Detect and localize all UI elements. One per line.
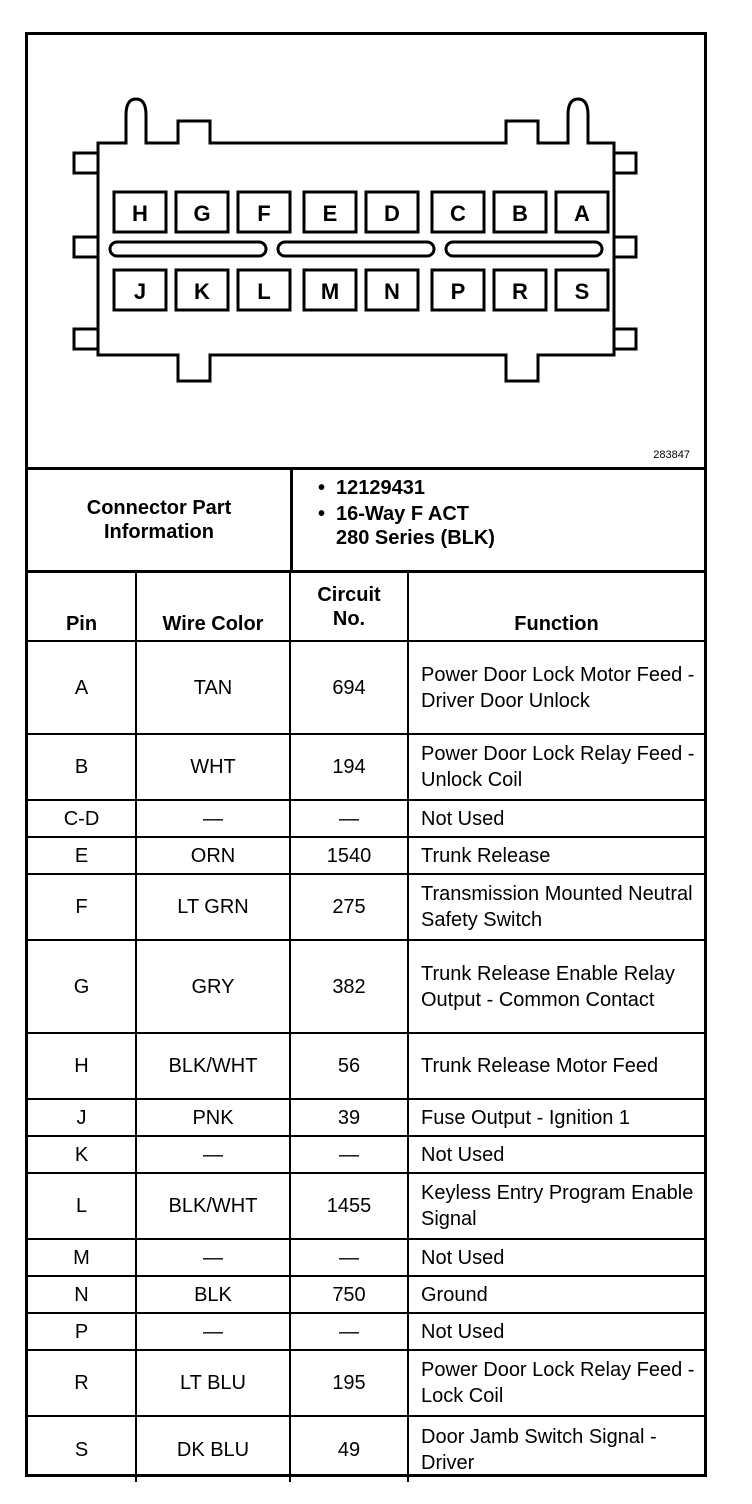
pin-label-p: P bbox=[450, 279, 466, 304]
wire-color-cell: BLK bbox=[136, 1276, 290, 1313]
circuit-cell: 49 bbox=[290, 1416, 408, 1482]
pin-label-r: R bbox=[512, 279, 528, 304]
table-row bbox=[28, 1033, 704, 1099]
connector-info-item bbox=[294, 502, 698, 550]
circuit-cell: — bbox=[290, 1239, 408, 1276]
header-wire-color: Wire Color bbox=[136, 573, 290, 641]
circuit-cell: 195 bbox=[290, 1350, 408, 1416]
function-cell: Ground bbox=[408, 1276, 704, 1313]
table-header-row bbox=[28, 573, 704, 641]
function-cell: Trunk Release Enable Relay Output - Common Contact bbox=[408, 940, 704, 1033]
connector-document bbox=[25, 32, 707, 1477]
function-cell: Keyless Entry Program Enable Signal bbox=[408, 1173, 704, 1239]
connector-info-item bbox=[294, 476, 698, 500]
pinout-table bbox=[28, 573, 704, 1482]
pin-label-m: M bbox=[320, 279, 340, 304]
circuit-cell: 750 bbox=[290, 1276, 408, 1313]
circuit-cell: — bbox=[290, 1136, 408, 1173]
pin-cell: F bbox=[28, 874, 136, 940]
wire-color-cell: LT BLU bbox=[136, 1350, 290, 1416]
pin-label-k: K bbox=[194, 279, 210, 304]
function-cell: Not Used bbox=[408, 1239, 704, 1276]
circuit-cell: 694 bbox=[290, 641, 408, 734]
pin-label-g: G bbox=[193, 201, 211, 226]
wire-color-cell: PNK bbox=[136, 1099, 290, 1136]
wire-color-cell: — bbox=[136, 1239, 290, 1276]
pin-label-h: H bbox=[132, 201, 148, 226]
function-cell: Transmission Mounted Neutral Safety Switch bbox=[408, 874, 704, 940]
table-row bbox=[28, 837, 704, 874]
function-cell: Not Used bbox=[408, 1136, 704, 1173]
wire-color-cell: TAN bbox=[136, 641, 290, 734]
circuit-cell: 1540 bbox=[290, 837, 408, 874]
table-row bbox=[28, 1416, 704, 1482]
pin-cell: B bbox=[28, 734, 136, 800]
circuit-cell: — bbox=[290, 800, 408, 837]
connector-part-information bbox=[28, 470, 704, 573]
table-row bbox=[28, 1350, 704, 1416]
connector-info-label: Connector Part Information bbox=[28, 470, 293, 570]
circuit-cell: 56 bbox=[290, 1033, 408, 1099]
wire-color-cell: — bbox=[136, 1313, 290, 1350]
circuit-cell: — bbox=[290, 1313, 408, 1350]
connector-series: 280 Series (BLK) bbox=[336, 527, 495, 549]
table-row bbox=[28, 1136, 704, 1173]
connector-type: • 16-Way F ACT bbox=[336, 503, 469, 525]
table-row bbox=[28, 1099, 704, 1136]
pin-label-e: E bbox=[322, 201, 338, 226]
pin-cell: M bbox=[28, 1239, 136, 1276]
header-pin: Pin bbox=[28, 573, 136, 641]
wire-color-cell: BLK/WHT bbox=[136, 1173, 290, 1239]
header-circuit-no: Circuit No. bbox=[290, 573, 408, 641]
table-row bbox=[28, 734, 704, 800]
header-function: Function bbox=[408, 573, 704, 641]
connector-face-drawing bbox=[28, 35, 704, 467]
pin-label-n: N bbox=[384, 279, 400, 304]
part-number: 12129431 bbox=[336, 477, 425, 499]
function-cell: Trunk Release bbox=[408, 837, 704, 874]
function-cell: Not Used bbox=[408, 1313, 704, 1350]
figure-number: 283847 bbox=[653, 449, 690, 461]
table-row bbox=[28, 1276, 704, 1313]
pin-cell: A bbox=[28, 641, 136, 734]
wire-color-cell: WHT bbox=[136, 734, 290, 800]
pin-label-j: J bbox=[133, 279, 147, 304]
pin-cell: R bbox=[28, 1350, 136, 1416]
circuit-cell: 1455 bbox=[290, 1173, 408, 1239]
function-cell: Power Door Lock Motor Feed - Driver Door Unlock bbox=[408, 641, 704, 734]
pin-cell: C-D bbox=[28, 800, 136, 837]
pin-label-f: F bbox=[257, 201, 271, 226]
pin-cell: N bbox=[28, 1276, 136, 1313]
pin-label-l: L bbox=[257, 279, 271, 304]
circuit-cell: 275 bbox=[290, 874, 408, 940]
pin-cell: H bbox=[28, 1033, 136, 1099]
pin-cell: L bbox=[28, 1173, 136, 1239]
table-row bbox=[28, 800, 704, 837]
circuit-cell: 382 bbox=[290, 940, 408, 1033]
function-cell: Power Door Lock Relay Feed - Unlock Coil bbox=[408, 734, 704, 800]
pin-cell: S bbox=[28, 1416, 136, 1482]
pin-cell: E bbox=[28, 837, 136, 874]
pin-label-a: A bbox=[574, 201, 590, 226]
table-row bbox=[28, 1239, 704, 1276]
wire-color-cell: ORN bbox=[136, 837, 290, 874]
pin-cell: P bbox=[28, 1313, 136, 1350]
connector-info-list bbox=[294, 476, 698, 550]
pin-cell: K bbox=[28, 1136, 136, 1173]
function-cell: Door Jamb Switch Signal - Driver bbox=[408, 1416, 704, 1482]
table-row bbox=[28, 641, 704, 734]
function-cell: Not Used bbox=[408, 800, 704, 837]
table-row bbox=[28, 940, 704, 1033]
table-row bbox=[28, 1173, 704, 1239]
function-cell: Trunk Release Motor Feed bbox=[408, 1033, 704, 1099]
wire-color-cell: — bbox=[136, 1136, 290, 1173]
wire-color-cell: LT GRN bbox=[136, 874, 290, 940]
table-row bbox=[28, 874, 704, 940]
wire-color-cell: — bbox=[136, 800, 290, 837]
pin-label-s: S bbox=[574, 279, 590, 304]
pin-cell: J bbox=[28, 1099, 136, 1136]
circuit-cell: 194 bbox=[290, 734, 408, 800]
pin-label-c: C bbox=[450, 201, 466, 226]
wire-color-cell: BLK/WHT bbox=[136, 1033, 290, 1099]
table-row bbox=[28, 1313, 704, 1350]
function-cell: Fuse Output - Ignition 1 bbox=[408, 1099, 704, 1136]
connector-diagram bbox=[28, 35, 704, 470]
wire-color-cell: GRY bbox=[136, 940, 290, 1033]
wire-color-cell: DK BLU bbox=[136, 1416, 290, 1482]
circuit-cell: 39 bbox=[290, 1099, 408, 1136]
pin-cell: G bbox=[28, 940, 136, 1033]
pin-label-b: B bbox=[512, 201, 528, 226]
function-cell: Power Door Lock Relay Feed - Lock Coil bbox=[408, 1350, 704, 1416]
pin-label-d: D bbox=[384, 201, 400, 226]
